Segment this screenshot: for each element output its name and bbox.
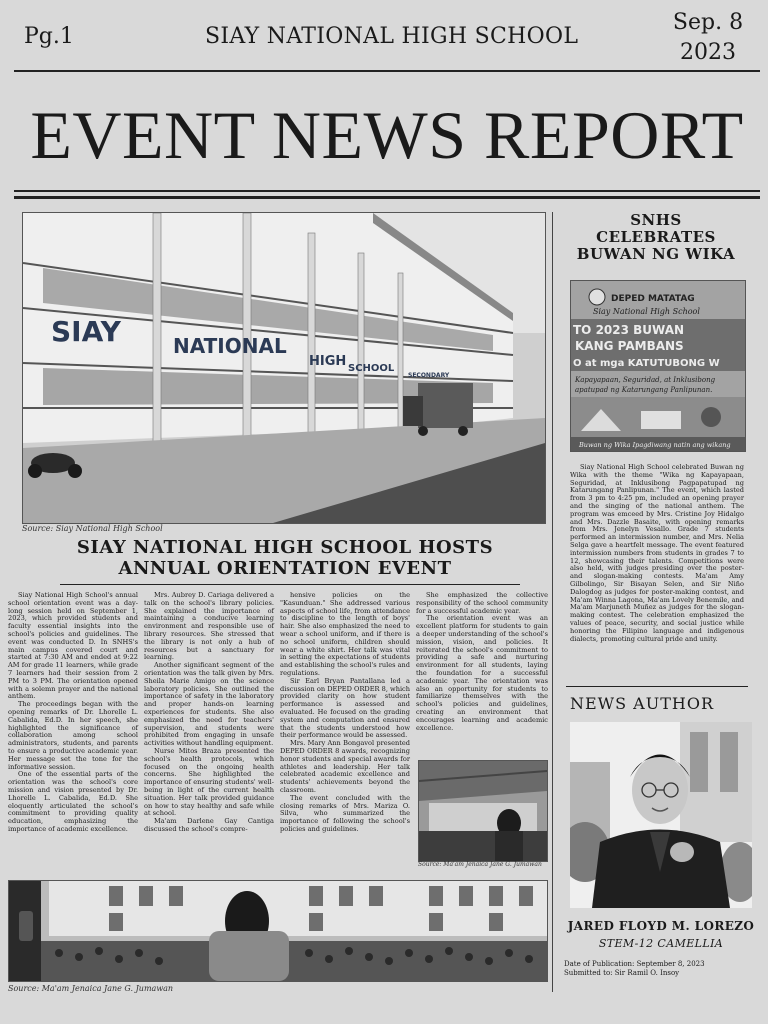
main-headline-line1: SIAY NATIONAL HIGH SCHOOL HOSTS <box>76 537 494 558</box>
article-paragraph: Nurse Mitos Braza presented the school's health protocols, which focused on the ongoing health concerns. She highlighted the importance of ensuring students' well-being in light of the current health situation. Her talk provided guidance on how to stay healthy and safe while at school. <box>144 746 274 818</box>
author-portrait-illustration <box>570 722 752 908</box>
title-rule-top <box>14 190 760 192</box>
wika-headline-line2: CELEBRATES <box>596 228 716 246</box>
headline-rule <box>60 584 520 585</box>
wika-headline <box>560 212 752 263</box>
issue-date-day: Sep. 8 <box>672 10 744 35</box>
author-photo <box>570 722 752 908</box>
article-column-4 <box>416 592 548 732</box>
orientation-crowd-photo <box>8 880 548 982</box>
poster-pambansa-label: KANG PAMBANS <box>575 339 684 353</box>
author-section-label: NEWS AUTHOR <box>570 694 714 713</box>
main-headline-line2: ANNUAL ORIENTATION EVENT <box>118 558 452 579</box>
article-paragraph: The orientation event was an excellent platform for students to gain a deeper understanding of the school's mission, vision, and policies. It reiterated the school's commitment to providing a safe and nurturing environment for all students, laying the foundation for a successful academic year. The orientation was also an opportunity for students to familiarize themselves with the school's policies and guidelines, creating an environment that encourages learning and academic excellence. <box>416 614 548 732</box>
article-paragraph: She emphasized the collective responsibility of the school community for a successful academic year. <box>416 591 548 615</box>
article-paragraph: Mrs. Aubrey D. Cariaga delivered a talk on the school's library policies. She explained the importance of maintaining a conducive learning environment and responsible use of library resources. She stressed that the library is not only a hub of resources but a sanctuary for learning. <box>144 591 274 662</box>
orientation-small-photo <box>418 760 548 862</box>
header-rule <box>14 70 760 72</box>
wika-poster <box>570 280 746 452</box>
poster-katutubong-label: O at mga KATUTUBONG W <box>573 358 720 369</box>
article-column-3 <box>280 592 410 834</box>
main-photo-caption: Source: Siay National High School <box>22 524 163 533</box>
school-name: SIAY NATIONAL HIGH SCHOOL <box>205 24 579 49</box>
main-headline <box>22 537 548 579</box>
publication-date: Date of Publication: September 8, 2023 <box>564 960 705 968</box>
article-column-1 <box>8 592 138 834</box>
article-paragraph: Ma'am Darlene Gay Cantiga discussed the school's compre- <box>144 817 274 833</box>
banner-word-high: HIGH <box>309 354 347 369</box>
column-divider <box>552 212 553 992</box>
poster-theme-label: Kapayapaan, Seguridad, at Inklusibong <box>575 376 716 384</box>
author-name: JARED FLOYD M. LOREZO <box>567 919 755 933</box>
publication-info <box>564 960 705 977</box>
poster-theme-label-2: apatupad ng Katarungang Panlipunan. <box>575 386 713 394</box>
banner-word-secondary: SECONDARY <box>408 372 450 379</box>
article-paragraph: hensive policies on the "Kasunduan." She addressed various aspects of school life, from attendance to discipline to the length of boys' hair. She also emphasized the need to wear a school uniform, and if there is no school uniform, children should wear a white shirt. Her talk was vital in setting the expectations of students and establishing the school's rules and regulations. <box>280 591 410 677</box>
submitted-to: Submitted to: Sir Ramil O. Insoy <box>564 968 680 977</box>
author-strand: STEM-12 CAMELLIA <box>598 937 724 950</box>
banner-word-national: NATIONAL <box>173 334 287 358</box>
title-rule-bottom <box>14 196 760 199</box>
bottom-photo-caption: Source: Ma'am Jenaica Jane G. Jumawan <box>8 984 174 993</box>
article-paragraph: One of the essential parts of the orientation was the school's core mission and vision presented by Dr. Lhorelle L. Cabalida, Ed.D. She eloquently articulated the school's commitment to providing quality education, emphasizing the importance of academic excellence. <box>8 770 138 833</box>
poster-buwan-label: TO 2023 BUWAN <box>573 323 685 337</box>
article-paragraph: Siay National High School's annual school orientation event was a day-long session held on September 1, 2023, which provided students and faculty essential insights into the school's policies and guidelines. The event was conducted D. In SNHS's main campus covered court and started at 7:30 AM and ended at 9:22 AM for grade 11 learners, while grade 7 learners had their session from 2 PM to 3 PM. The orientation opened with a solemn prayer and the national anthem. <box>8 591 138 701</box>
wika-headline-line3: BUWAN NG WIKA <box>576 245 736 263</box>
masthead-title: EVENT NEWS REPORT <box>30 97 744 173</box>
wika-paragraph: Siay National High School celebrated Buwan ng Wika with the theme "Wika ng Kapayapaan, Seguridad, at Inklusibong Pagpapatupad ng Katarungang Panlipunan." The event, which lasted from 3 pm to 4:25 pm, included an opening prayer and the singing of the national anthem. The program was emceed by Mrs. Cristine Joy Hidalgo and Mrs. Dazzle Basaite, with opening remarks from Mrs. Jenelyn Vesallo. Grade 7 students performed an intermission number, and Mrs. Nelia Selga gave a heartfelt message. The event featured intermission numbers from students in grades 7 to 12, showcasing their talents. Competitions were also held, with judges presiding over the poster- and slogan-making contests. Ma'am Amy Gilbolingo, Sir Bisayan Selen, and Sir Niño Dalogdog as judges for poster-making contest, and Ma'am Winna Lagona, Ma'am Lovely Benemile, and Ma'am Marjuneth Muñez as judges for the slogan-making contest. The celebration emphasized the values of peace, security, and social justice while honoring the Filipino language and indigenous dialects, promoting cultural pride and unity. <box>570 463 744 643</box>
poster-footer-label: Buwan ng Wika Ipagdiwang natin ang wikang <box>579 441 731 449</box>
wika-article <box>570 464 744 643</box>
banner-word-school: SCHOOL <box>348 363 395 374</box>
wika-headline-line1: SNHS <box>630 211 682 229</box>
issue-date-year: 2023 <box>680 40 736 65</box>
poster-deped-label: DEPED MATATAG <box>611 294 695 304</box>
article-paragraph: The proceedings began with the opening remarks of Dr. Lhorelle L. Cabalida, Ed.D. In her speech, she highlighted the significance of collaboration among school administrators, students, and parents to ensure a productive academic year. Her message set the tone for the informative session. <box>8 700 138 771</box>
page-number: Pg.1 <box>24 24 74 49</box>
small-photo-caption: Source: Ma'am Jenaica Jane G. Jumawan <box>418 861 542 868</box>
orientation-crowd-illustration <box>9 881 547 981</box>
article-column-2 <box>144 592 274 834</box>
article-paragraph: Another significant segment of the orientation was the talk given by Mrs. Sheila Marie Amigo on the science laboratory policies. She outlined the importance of safety in the laboratory and proper hands-on learning experiences for students. She also emphasized the need for teachers' supervision, and students were prohibited from engaging in unsafe activities without handling equipment. <box>144 661 274 748</box>
wika-poster-illustration <box>571 281 745 451</box>
article-paragraph: Mrs. Mary Ann Bongavol presented DEPED ORDER 8 awards, recognizing honor students and special awards for athletes and leadership. Her talk celebrated academic excellence and students' achievements beyond the classroom. <box>280 739 410 794</box>
school-building-photo <box>22 212 546 524</box>
poster-school-label: Siay National High School <box>593 307 700 316</box>
issue-date <box>660 8 756 68</box>
article-paragraph: Sir Earl Bryan Pantallana led a discussion on DEPED ORDER 8, which provided clarity on how student performance is assessed and evaluated. He focused on the grading system and computation and ensured that the students understood how their performance would be assessed. <box>280 676 410 740</box>
school-building-illustration <box>23 213 545 523</box>
orientation-small-illustration <box>419 761 547 861</box>
article-paragraph: The event concluded with the closing remarks of Mrs. Mariza O. Silva, who summarized the importance of following the school's policies and guidelines. <box>280 793 410 833</box>
author-rule <box>566 686 748 687</box>
banner-word-siay: SIAY <box>51 315 121 348</box>
